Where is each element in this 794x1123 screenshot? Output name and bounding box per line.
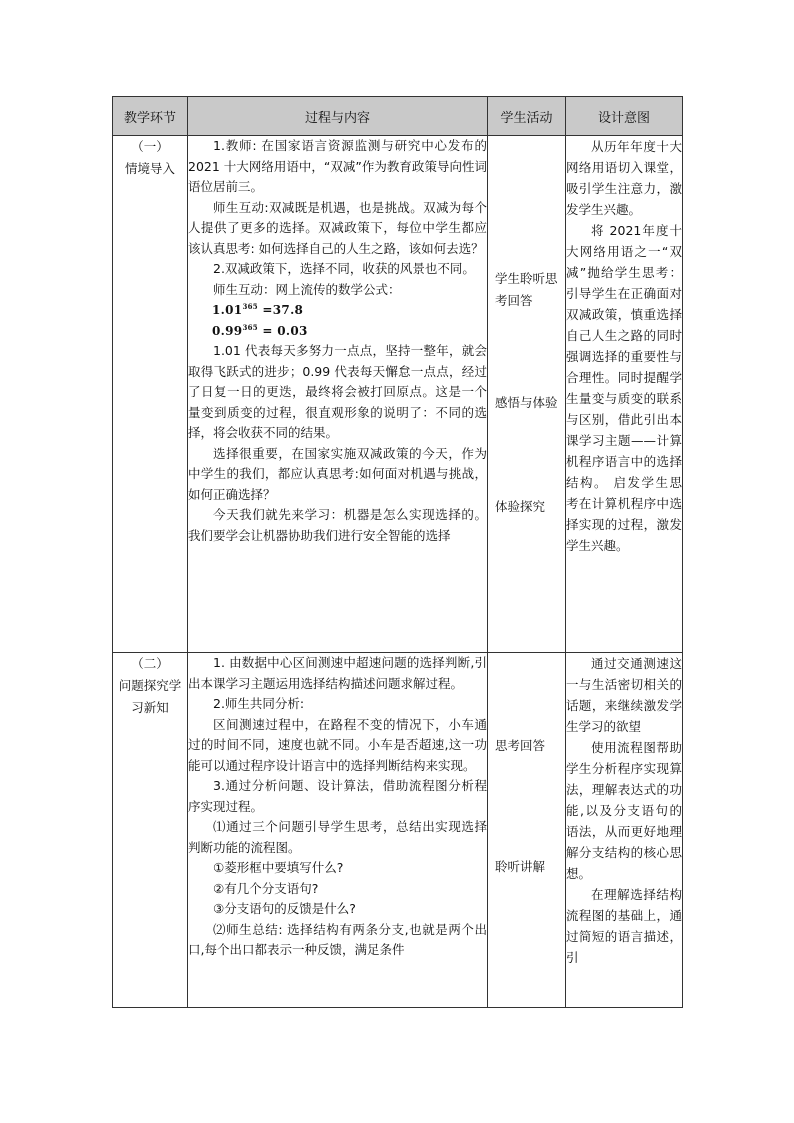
intent-paragraph: 使用流程图帮助学生分析程序实现算法，理解表达式的功能,以及分支语句的语法，从而更好地理解分支结构的核心思想。	[566, 740, 682, 881]
header-stage: 教学环节	[113, 97, 188, 136]
content-paragraph: 1.01 代表每天多努力一点点，坚持一整年，就会取得飞跃式的进步；0.99 代表每天懈怠一点点，经过了日复一日的更迭，最终将会被打回原点。这是一个量变到质变的过程，很直观形象的说明了：不同的选择，将会收获不同的结果。	[188, 343, 487, 440]
content-paragraph: ②有几个分支语句?	[213, 880, 319, 896]
lesson-plan-table	[112, 96, 683, 1008]
formula-exponent: 365	[242, 302, 258, 311]
activity-text: 感悟与体验	[495, 395, 558, 410]
table-row	[113, 653, 683, 1008]
formula-base: 0.99	[212, 323, 243, 338]
formula-result: =37.8	[257, 303, 304, 317]
stage-number: （二）	[131, 656, 169, 671]
content-paragraph: 3.通过分析问题、设计算法，借助流程图分析程序实现过程。	[188, 778, 487, 814]
intent-paragraph: 在理解选择结构流程图的基础上，通过简短的语言描述，引	[566, 887, 682, 965]
stage-name: 情境导入	[124, 161, 175, 176]
header-content: 过程与内容	[188, 97, 488, 136]
activity-cell	[488, 136, 566, 653]
header-row	[113, 97, 683, 136]
stage-name: 问题探究学习新知	[118, 678, 182, 715]
content-paragraph: 师生互动：网上流传的数学公式：	[213, 281, 401, 297]
content-paragraph: ③分支语句的反馈是什么?	[213, 901, 356, 916]
content-paragraph: 今天我们就先来学习：机器是怎么实现选择的。我们要学会让机器协助我们进行安全智能的选择	[188, 507, 487, 543]
content-paragraph: 区间测速过程中，在路程不变的情况下，小车通过的时间不同，速度也就不同。小车是否超速,这一功能可以通过程序设计语言中的选择判断结构来实现。	[188, 716, 487, 773]
intent-paragraph: 从历年年度十大网络用语切入课堂，吸引学生注意力，激发学生兴趣。	[566, 139, 682, 217]
intent-cell	[566, 653, 683, 1008]
formula-result: = 0.03	[257, 323, 308, 338]
activity-text: 体验探究	[495, 499, 546, 514]
formula-line	[188, 321, 487, 342]
formula-base: 1.01	[212, 303, 243, 317]
formula-exponent: 365	[242, 322, 258, 332]
content-cell	[188, 136, 488, 653]
intent-paragraph: 将 2021年度十大网络用语之一“双减”抛给学生思考：引导学生在正确面对双减政策，慎重选择自己人生之路的同时强调选择的重要性与合理性。同时提醒学生量变与质变的联系与区别，借此引出本课学习主题——计算机程序语言中的选择结构。 启发学生思考在计算机程序中选择实现的过程，激发学生兴趣。	[566, 223, 682, 553]
header-activity: 学生活动	[488, 97, 566, 136]
content-paragraph: 1. 由数据中心区间测速中超速问题的选择判断,引出本课学习主题运用选择结构描述问题求解过程。	[188, 655, 487, 691]
formula-line	[188, 300, 487, 321]
stage-number: （一）	[131, 139, 169, 154]
intent-cell	[566, 136, 683, 653]
table-row	[113, 136, 683, 653]
activity-text: 聆听讲解	[495, 859, 546, 874]
activity-text: 思考回答	[495, 738, 546, 753]
activity-cell	[488, 653, 566, 1008]
content-paragraph: 1.教师: 在国家语言资源监测与研究中心发布的 2021 十大网络用语中，“双减”作为教育政策导向性词语位居前三。	[188, 138, 487, 194]
content-paragraph: 2.师生共同分析:	[213, 696, 305, 711]
content-paragraph: 师生互动:双减既是机遇，也是挑战。双减为每个人提供了更多的选择。双减政策下，每位中学生都应该认真思考: 如何选择自己的人生之路，该如何去选？	[188, 199, 487, 256]
stage-cell	[113, 136, 188, 653]
intent-paragraph: 通过交通测速这一与生活密切相关的话题，来继续激发学生学习的欲望	[566, 656, 682, 734]
stage-cell	[113, 653, 188, 1008]
content-paragraph: 选择很重要，在国家实施双减政策的今天，作为中学生的我们，都应认真思考:如何面对机遇与挑战，如何正确选择？	[188, 445, 487, 502]
content-cell	[188, 653, 488, 1008]
activity-text: 学生聆听思考回答	[495, 271, 558, 308]
content-paragraph: ⑴通过三个问题引导学生思考，总结出实现选择判断功能的流程图。	[188, 819, 487, 855]
content-paragraph: ⑵师生总结: 选择结构有两条分支,也就是两个出口,每个出口都表示一种反馈，满足条件	[188, 921, 487, 957]
content-paragraph: 2.双减政策下，选择不同，收获的风景也不同。	[213, 261, 475, 276]
content-paragraph: ①菱形框中要填写什么?	[213, 860, 344, 875]
header-intent: 设计意图	[566, 97, 683, 136]
